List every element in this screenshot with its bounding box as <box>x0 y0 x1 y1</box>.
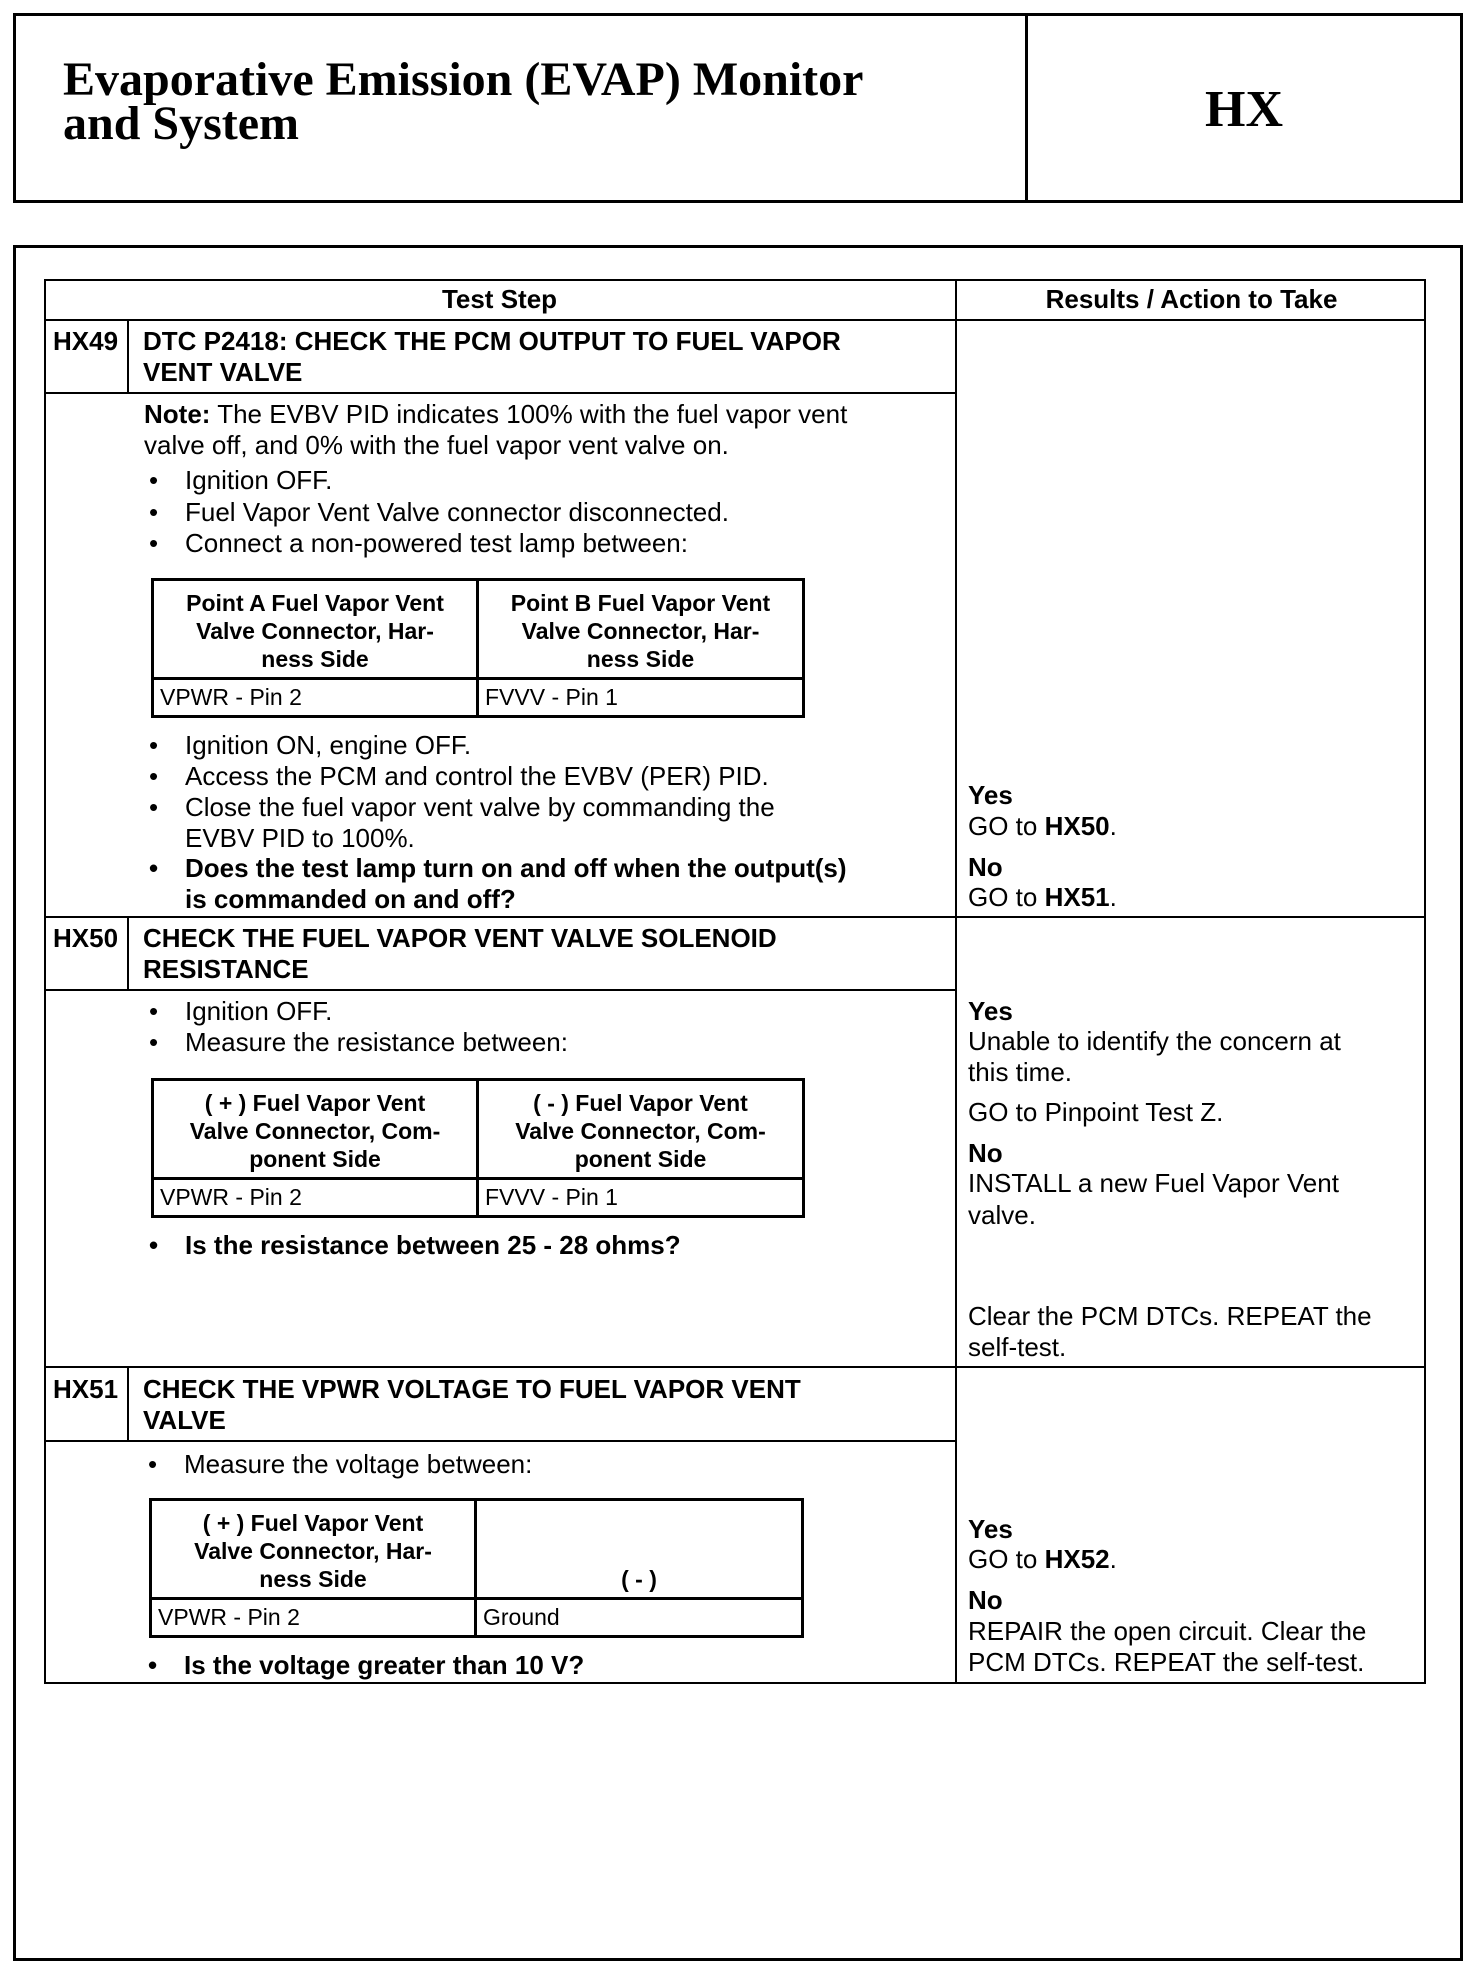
point-a-header: Point A Fuel Vapor Vent Valve Connector, Har- ness Side <box>153 580 478 679</box>
step-title: VALVE <box>143 1405 226 1435</box>
note-label: Note: <box>144 399 211 429</box>
negative-value: Ground <box>476 1598 803 1636</box>
no-label: No <box>968 852 1003 882</box>
yes-action: this time. <box>968 1057 1073 1087</box>
row-divider <box>44 916 1426 918</box>
step-title: CHECK THE VPWR VOLTAGE TO FUEL VAPOR VENT <box>143 1374 801 1404</box>
question: • Is the resistance between 25 - 28 ohms? <box>185 1230 681 1261</box>
negative-value: FVVV - Pin 1 <box>478 1178 804 1216</box>
no-label: No <box>968 1138 1003 1168</box>
step-id: HX51 <box>53 1374 119 1404</box>
point-b-header: Point B Fuel Vapor Vent Valve Connector, Har- ness Side <box>478 580 804 679</box>
id-divider <box>127 1367 129 1441</box>
bullet: • Close the fuel vapor vent valve by commanding the <box>185 792 775 823</box>
goto-link[interactable]: HX50 <box>1044 811 1110 841</box>
yes-action: GO to Pinpoint Test Z. <box>968 1097 1224 1127</box>
bullet-cont: EVBV PID to 100%. <box>185 823 415 853</box>
yes-label: Yes <box>968 1514 1013 1544</box>
id-divider <box>127 917 129 990</box>
bullet: • Fuel Vapor Vent Valve connector disconnected. <box>185 497 729 528</box>
connection-table <box>151 578 805 718</box>
note <box>144 399 847 430</box>
note-text: valve off, and 0% with the fuel vapor vent valve on. <box>144 430 729 460</box>
title-line: and System <box>63 97 300 150</box>
bullet: • Connect a non-powered test lamp between: <box>185 528 688 559</box>
connection-table <box>151 1078 805 1218</box>
goto-link[interactable]: HX51 <box>1044 882 1110 912</box>
column-header-results: Results / Action to Take <box>1045 284 1338 314</box>
bullet: • Ignition OFF. <box>185 465 332 496</box>
id-divider <box>127 320 129 393</box>
section-code: HX <box>1205 81 1283 138</box>
column-header-test-step: Test Step <box>441 284 558 314</box>
step-title: VENT VALVE <box>143 357 303 387</box>
no-action: GO to HX51. <box>968 882 1117 912</box>
no-action: REPAIR the open circuit. Clear the <box>968 1616 1367 1646</box>
connection-table <box>149 1498 804 1638</box>
step-id: HX50 <box>53 923 119 953</box>
point-a-value: VPWR - Pin 2 <box>153 678 478 716</box>
clear-action: self-test. <box>968 1332 1067 1362</box>
bullet: • Measure the resistance between: <box>185 1027 568 1058</box>
question: • Does the test lamp turn on and off when the output(s) <box>185 853 847 884</box>
no-label: No <box>968 1585 1003 1615</box>
question: is commanded on and off? <box>185 884 516 914</box>
step-title: DTC P2418: CHECK THE PCM OUTPUT TO FUEL VAPOR <box>143 326 841 356</box>
positive-header: ( + ) Fuel Vapor Vent Valve Connector, Com- ponent Side <box>153 1080 478 1179</box>
no-action: valve. <box>968 1200 1036 1230</box>
column-divider <box>955 279 957 1684</box>
bullet: • Ignition OFF. <box>185 996 332 1027</box>
yes-action: GO to HX50. <box>968 811 1117 841</box>
row-divider <box>44 1440 956 1442</box>
step-title: RESISTANCE <box>143 954 309 984</box>
negative-header: ( - ) Fuel Vapor Vent Valve Connector, Com- ponent Side <box>478 1080 804 1179</box>
clear-action: Clear the PCM DTCs. REPEAT the <box>968 1301 1372 1331</box>
bullet: • Ignition ON, engine OFF. <box>185 730 471 761</box>
row-divider <box>44 319 1426 321</box>
yes-action: GO to HX52. <box>968 1544 1117 1574</box>
note-text: The EVBV PID indicates 100% with the fuel vapor vent <box>210 399 848 429</box>
no-action: INSTALL a new Fuel Vapor Vent <box>968 1168 1339 1198</box>
point-b-value: FVVV - Pin 1 <box>478 678 804 716</box>
row-divider <box>44 989 956 991</box>
positive-value: VPWR - Pin 2 <box>151 1598 476 1636</box>
question: • Is the voltage greater than 10 V? <box>184 1650 584 1681</box>
title-line: Evaporative Emission (EVAP) Monitor <box>63 53 864 106</box>
no-action: PCM DTCs. REPEAT the self-test. <box>968 1647 1365 1677</box>
bullet: • Access the PCM and control the EVBV (PER) PID. <box>185 761 769 792</box>
yes-action: Unable to identify the concern at <box>968 1026 1341 1056</box>
yes-label: Yes <box>968 996 1013 1026</box>
goto-link[interactable]: HX52 <box>1044 1544 1110 1574</box>
row-divider <box>44 1366 1426 1368</box>
row-divider <box>44 392 956 394</box>
positive-header: ( + ) Fuel Vapor Vent Valve Connector, Har- ness Side <box>151 1500 476 1599</box>
positive-value: VPWR - Pin 2 <box>153 1178 478 1216</box>
bullet: • Measure the voltage between: <box>184 1449 532 1480</box>
negative-header: ( - ) <box>476 1500 803 1599</box>
page-title <box>63 53 864 150</box>
step-id: HX49 <box>53 326 119 356</box>
step-title: CHECK THE FUEL VAPOR VENT VALVE SOLENOID <box>143 923 777 953</box>
yes-label: Yes <box>968 780 1013 810</box>
